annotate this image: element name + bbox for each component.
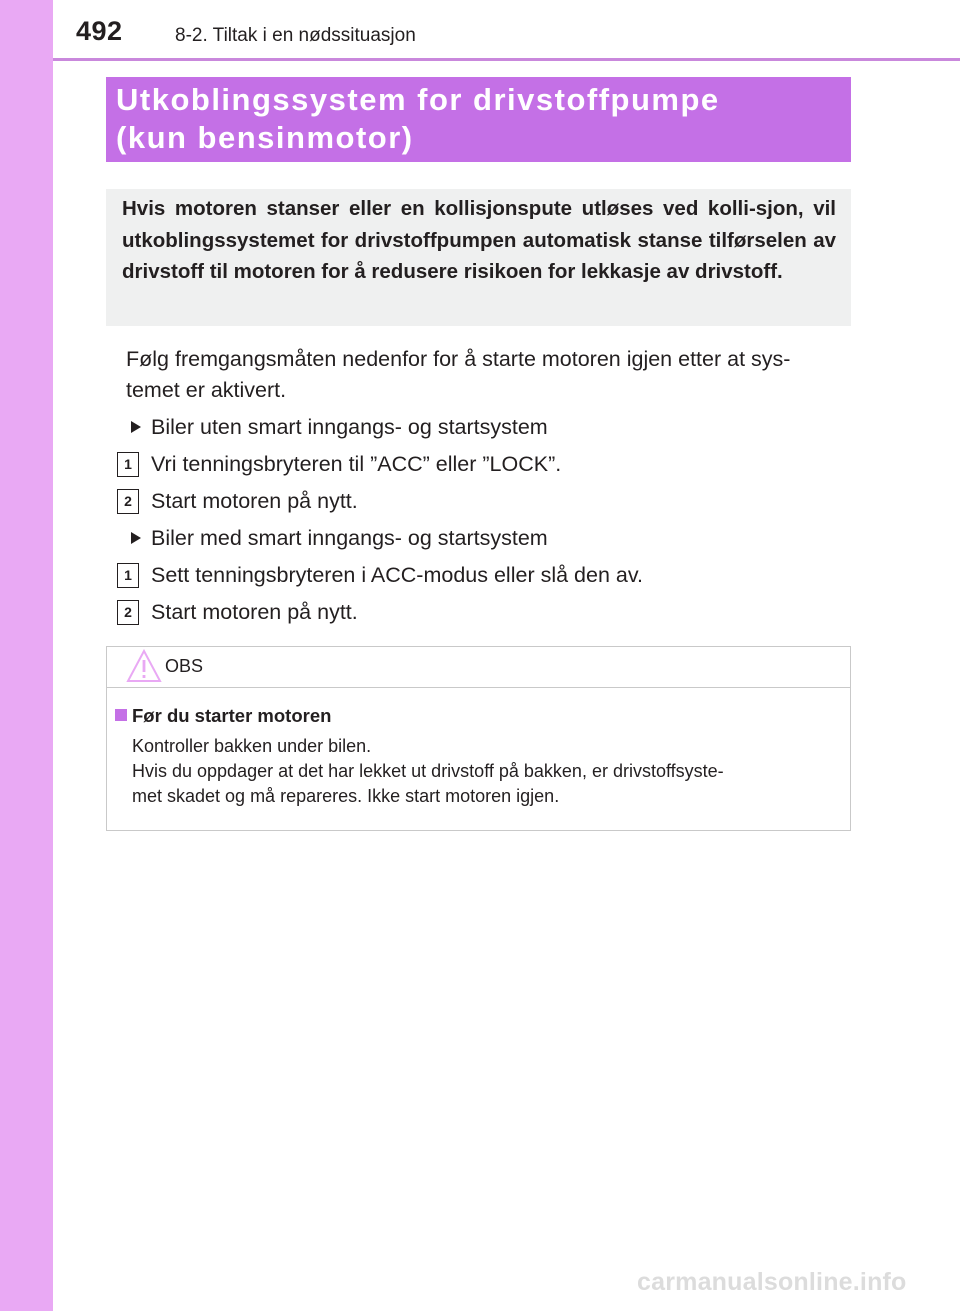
step-text: Vri tenningsbryteren til ”ACC” eller ”LOCK”.: [151, 452, 562, 476]
page-title-line-2: (kun bensinmotor): [116, 120, 414, 155]
square-bullet-icon: [115, 709, 127, 721]
watermark: carmanualsonline.info: [637, 1268, 907, 1296]
page-title: [106, 77, 851, 162]
intro-line-1: Følg fremgangsmåten nedenfor for å starte motoren igjen etter at sys-: [126, 347, 791, 371]
side-tab-strip: [0, 0, 53, 1311]
caution-line: met skadet og må repareres. Ikke start motoren igjen.: [132, 786, 560, 806]
group-heading-text: Biler med smart inngangs- og startsystem: [151, 526, 548, 550]
caution-label: OBS: [165, 656, 204, 676]
intro-line-2: temet er aktivert.: [126, 378, 287, 402]
step-number-badge: 1: [117, 563, 139, 588]
step-row: [0, 486, 960, 516]
section-title: 8-2. Tiltak i en nødssituasjon: [175, 25, 416, 46]
step-number-badge: 2: [117, 489, 139, 514]
arrow-right-icon: [131, 421, 141, 433]
caution-line: Hvis du oppdager at det har lekket ut drivstoff på bakken, er drivstoffsyste-: [132, 761, 724, 781]
warning-triangle-icon: [126, 649, 162, 683]
caution-subheading: Før du starter motoren: [132, 705, 332, 726]
step-text: Start motoren på nytt.: [151, 489, 358, 513]
group-heading: [0, 412, 960, 442]
step-text: Start motoren på nytt.: [151, 600, 358, 624]
intro-paragraph: [126, 344, 856, 406]
group-heading: [0, 523, 960, 553]
caution-text: [132, 734, 842, 809]
step-row: [0, 597, 960, 627]
step-number-badge: 2: [117, 600, 139, 625]
step-row: [0, 560, 960, 590]
step-row: [0, 449, 960, 479]
caution-box: [106, 646, 851, 831]
step-text: Sett tenningsbryteren i ACC-modus eller slå den av.: [151, 563, 643, 587]
step-number-badge: 1: [117, 452, 139, 477]
arrow-right-icon: [131, 532, 141, 544]
page-title-line-1: Utkoblingssystem for drivstoffpumpe: [116, 82, 720, 117]
summary-box: Hvis motoren stanser eller en kollisjonspute utløses ved kolli-sjon, vil utkoblingssystemet for drivstoffpumpen automatisk stanse tilførselen av drivstoff til motoren for å redusere risikoen for lekkasje av drivstoff.: [106, 189, 851, 326]
caution-line: Kontroller bakken under bilen.: [132, 736, 372, 756]
page-number: 492: [76, 16, 123, 46]
header-divider: [53, 58, 960, 61]
group-heading-text: Biler uten smart inngangs- og startsystem: [151, 415, 548, 439]
caution-header: [107, 647, 850, 688]
